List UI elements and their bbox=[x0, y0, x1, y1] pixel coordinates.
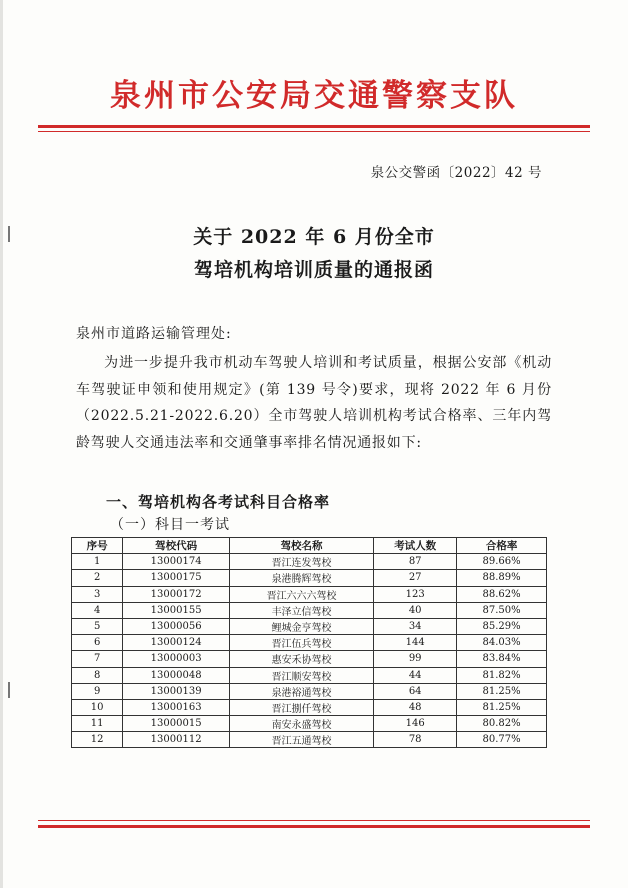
cell-school-code: 13000048 bbox=[123, 667, 230, 683]
cell-school-code: 13000124 bbox=[123, 635, 230, 651]
table-row bbox=[72, 651, 547, 667]
binder-mark bbox=[8, 682, 10, 698]
cell-school-name: 泉港裕通驾校 bbox=[229, 683, 373, 699]
cell-index: 7 bbox=[72, 651, 123, 667]
cell-school-name: 丰泽立信驾校 bbox=[229, 602, 373, 618]
cell-school-code: 13000174 bbox=[123, 554, 230, 570]
cell-school-code: 13000139 bbox=[123, 683, 230, 699]
body-text: 为进一步提升我市机动车驾驶人培训和考试质量，根据公安部《机动车驾驶证申领和使用规定》(第 139 号令)要求，现将 2022 年 6 月份（2022.5.21-2022.6.20）全市驾驶人培训机构考试合格率、三年内驾龄驾驶人交通违法率和交通肇事率排名情况通报如下: bbox=[76, 355, 552, 451]
cell-school-code: 13000003 bbox=[123, 651, 230, 667]
cell-pass-rate: 88.89% bbox=[457, 570, 547, 586]
cell-school-name: 晋江六六六驾校 bbox=[229, 586, 373, 602]
cell-school-name: 南安永盛驾校 bbox=[229, 716, 373, 732]
cell-pass-rate: 80.82% bbox=[457, 716, 547, 732]
cell-examinees: 144 bbox=[374, 635, 457, 651]
cell-pass-rate: 87.50% bbox=[457, 602, 547, 618]
document-title-line1: 关于 2022 年 6 月份全市 bbox=[193, 226, 435, 248]
cell-school-name: 晋江伍兵驾校 bbox=[229, 635, 373, 651]
section-heading: 一、驾培机构各考试科目合格率 bbox=[106, 493, 331, 511]
cell-pass-rate: 89.66% bbox=[457, 554, 547, 570]
cell-examinees: 44 bbox=[374, 667, 457, 683]
col-header-code: 驾校代码 bbox=[123, 538, 230, 554]
cell-index: 2 bbox=[72, 570, 123, 586]
document-title-line2: 驾培机构培训质量的通报函 bbox=[193, 259, 434, 281]
table-row bbox=[72, 667, 547, 683]
cell-school-name: 晋江捌仟驾校 bbox=[229, 699, 373, 715]
cell-pass-rate: 81.25% bbox=[457, 699, 547, 715]
letterhead-agency: 泉州市公安局交通警察支队 bbox=[110, 78, 518, 114]
table-row bbox=[72, 635, 547, 651]
cell-index: 3 bbox=[72, 586, 123, 602]
pass-rate-table bbox=[71, 537, 547, 748]
cell-school-name: 晋江连发驾校 bbox=[229, 554, 373, 570]
cell-examinees: 34 bbox=[374, 618, 457, 634]
cell-examinees: 99 bbox=[374, 651, 457, 667]
body-paragraph bbox=[76, 350, 552, 456]
cell-pass-rate: 84.03% bbox=[457, 635, 547, 651]
cell-school-code: 13000172 bbox=[123, 586, 230, 602]
cell-school-code: 13000056 bbox=[123, 618, 230, 634]
addressee: 泉州市道路运输管理处: bbox=[76, 326, 232, 342]
letterhead-red-line-thin bbox=[38, 131, 590, 132]
cell-examinees: 87 bbox=[374, 554, 457, 570]
table-row bbox=[72, 570, 547, 586]
cell-examinees: 146 bbox=[374, 716, 457, 732]
table-row bbox=[72, 683, 547, 699]
cell-pass-rate: 80.77% bbox=[457, 732, 547, 748]
cell-pass-rate: 88.62% bbox=[457, 586, 547, 602]
scan-edge bbox=[0, 0, 3, 888]
letterhead-red-line bbox=[38, 125, 590, 128]
footer-red-line-thin bbox=[38, 820, 590, 821]
table-row bbox=[72, 602, 547, 618]
document-number: 泉公交警函〔2022〕42 号 bbox=[370, 165, 542, 181]
cell-pass-rate: 81.82% bbox=[457, 667, 547, 683]
cell-school-name: 鲤城金亨驾校 bbox=[229, 618, 373, 634]
table-header-row bbox=[72, 538, 547, 554]
cell-pass-rate: 83.84% bbox=[457, 651, 547, 667]
table-row bbox=[72, 586, 547, 602]
table-row bbox=[72, 554, 547, 570]
cell-index: 6 bbox=[72, 635, 123, 651]
cell-school-name: 晋江顺安驾校 bbox=[229, 667, 373, 683]
cell-index: 10 bbox=[72, 699, 123, 715]
col-header-examinees: 考试人数 bbox=[374, 538, 457, 554]
col-header-pass-rate: 合格率 bbox=[457, 538, 547, 554]
subsection-heading: （一）科目一考试 bbox=[110, 517, 230, 533]
cell-index: 8 bbox=[72, 667, 123, 683]
cell-index: 12 bbox=[72, 732, 123, 748]
cell-examinees: 78 bbox=[374, 732, 457, 748]
table-row bbox=[72, 699, 547, 715]
cell-examinees: 40 bbox=[374, 602, 457, 618]
cell-school-code: 13000175 bbox=[123, 570, 230, 586]
footer-red-line bbox=[38, 825, 590, 828]
cell-school-code: 13000112 bbox=[123, 732, 230, 748]
table-row bbox=[72, 618, 547, 634]
cell-school-code: 13000163 bbox=[123, 699, 230, 715]
table-row bbox=[72, 732, 547, 748]
cell-school-name: 泉港腾辉驾校 bbox=[229, 570, 373, 586]
cell-index: 9 bbox=[72, 683, 123, 699]
cell-school-code: 13000155 bbox=[123, 602, 230, 618]
cell-index: 11 bbox=[72, 716, 123, 732]
cell-examinees: 64 bbox=[374, 683, 457, 699]
col-header-index: 序号 bbox=[72, 538, 123, 554]
table-row bbox=[72, 716, 547, 732]
cell-examinees: 48 bbox=[374, 699, 457, 715]
cell-index: 5 bbox=[72, 618, 123, 634]
cell-school-name: 惠安禾协驾校 bbox=[229, 651, 373, 667]
cell-pass-rate: 85.29% bbox=[457, 618, 547, 634]
cell-examinees: 123 bbox=[374, 586, 457, 602]
cell-examinees: 27 bbox=[374, 570, 457, 586]
cell-index: 1 bbox=[72, 554, 123, 570]
table-body bbox=[72, 554, 547, 748]
col-header-school: 驾校名称 bbox=[229, 538, 373, 554]
cell-pass-rate: 81.25% bbox=[457, 683, 547, 699]
cell-school-code: 13000015 bbox=[123, 716, 230, 732]
cell-index: 4 bbox=[72, 602, 123, 618]
cell-school-name: 晋江五通驾校 bbox=[229, 732, 373, 748]
